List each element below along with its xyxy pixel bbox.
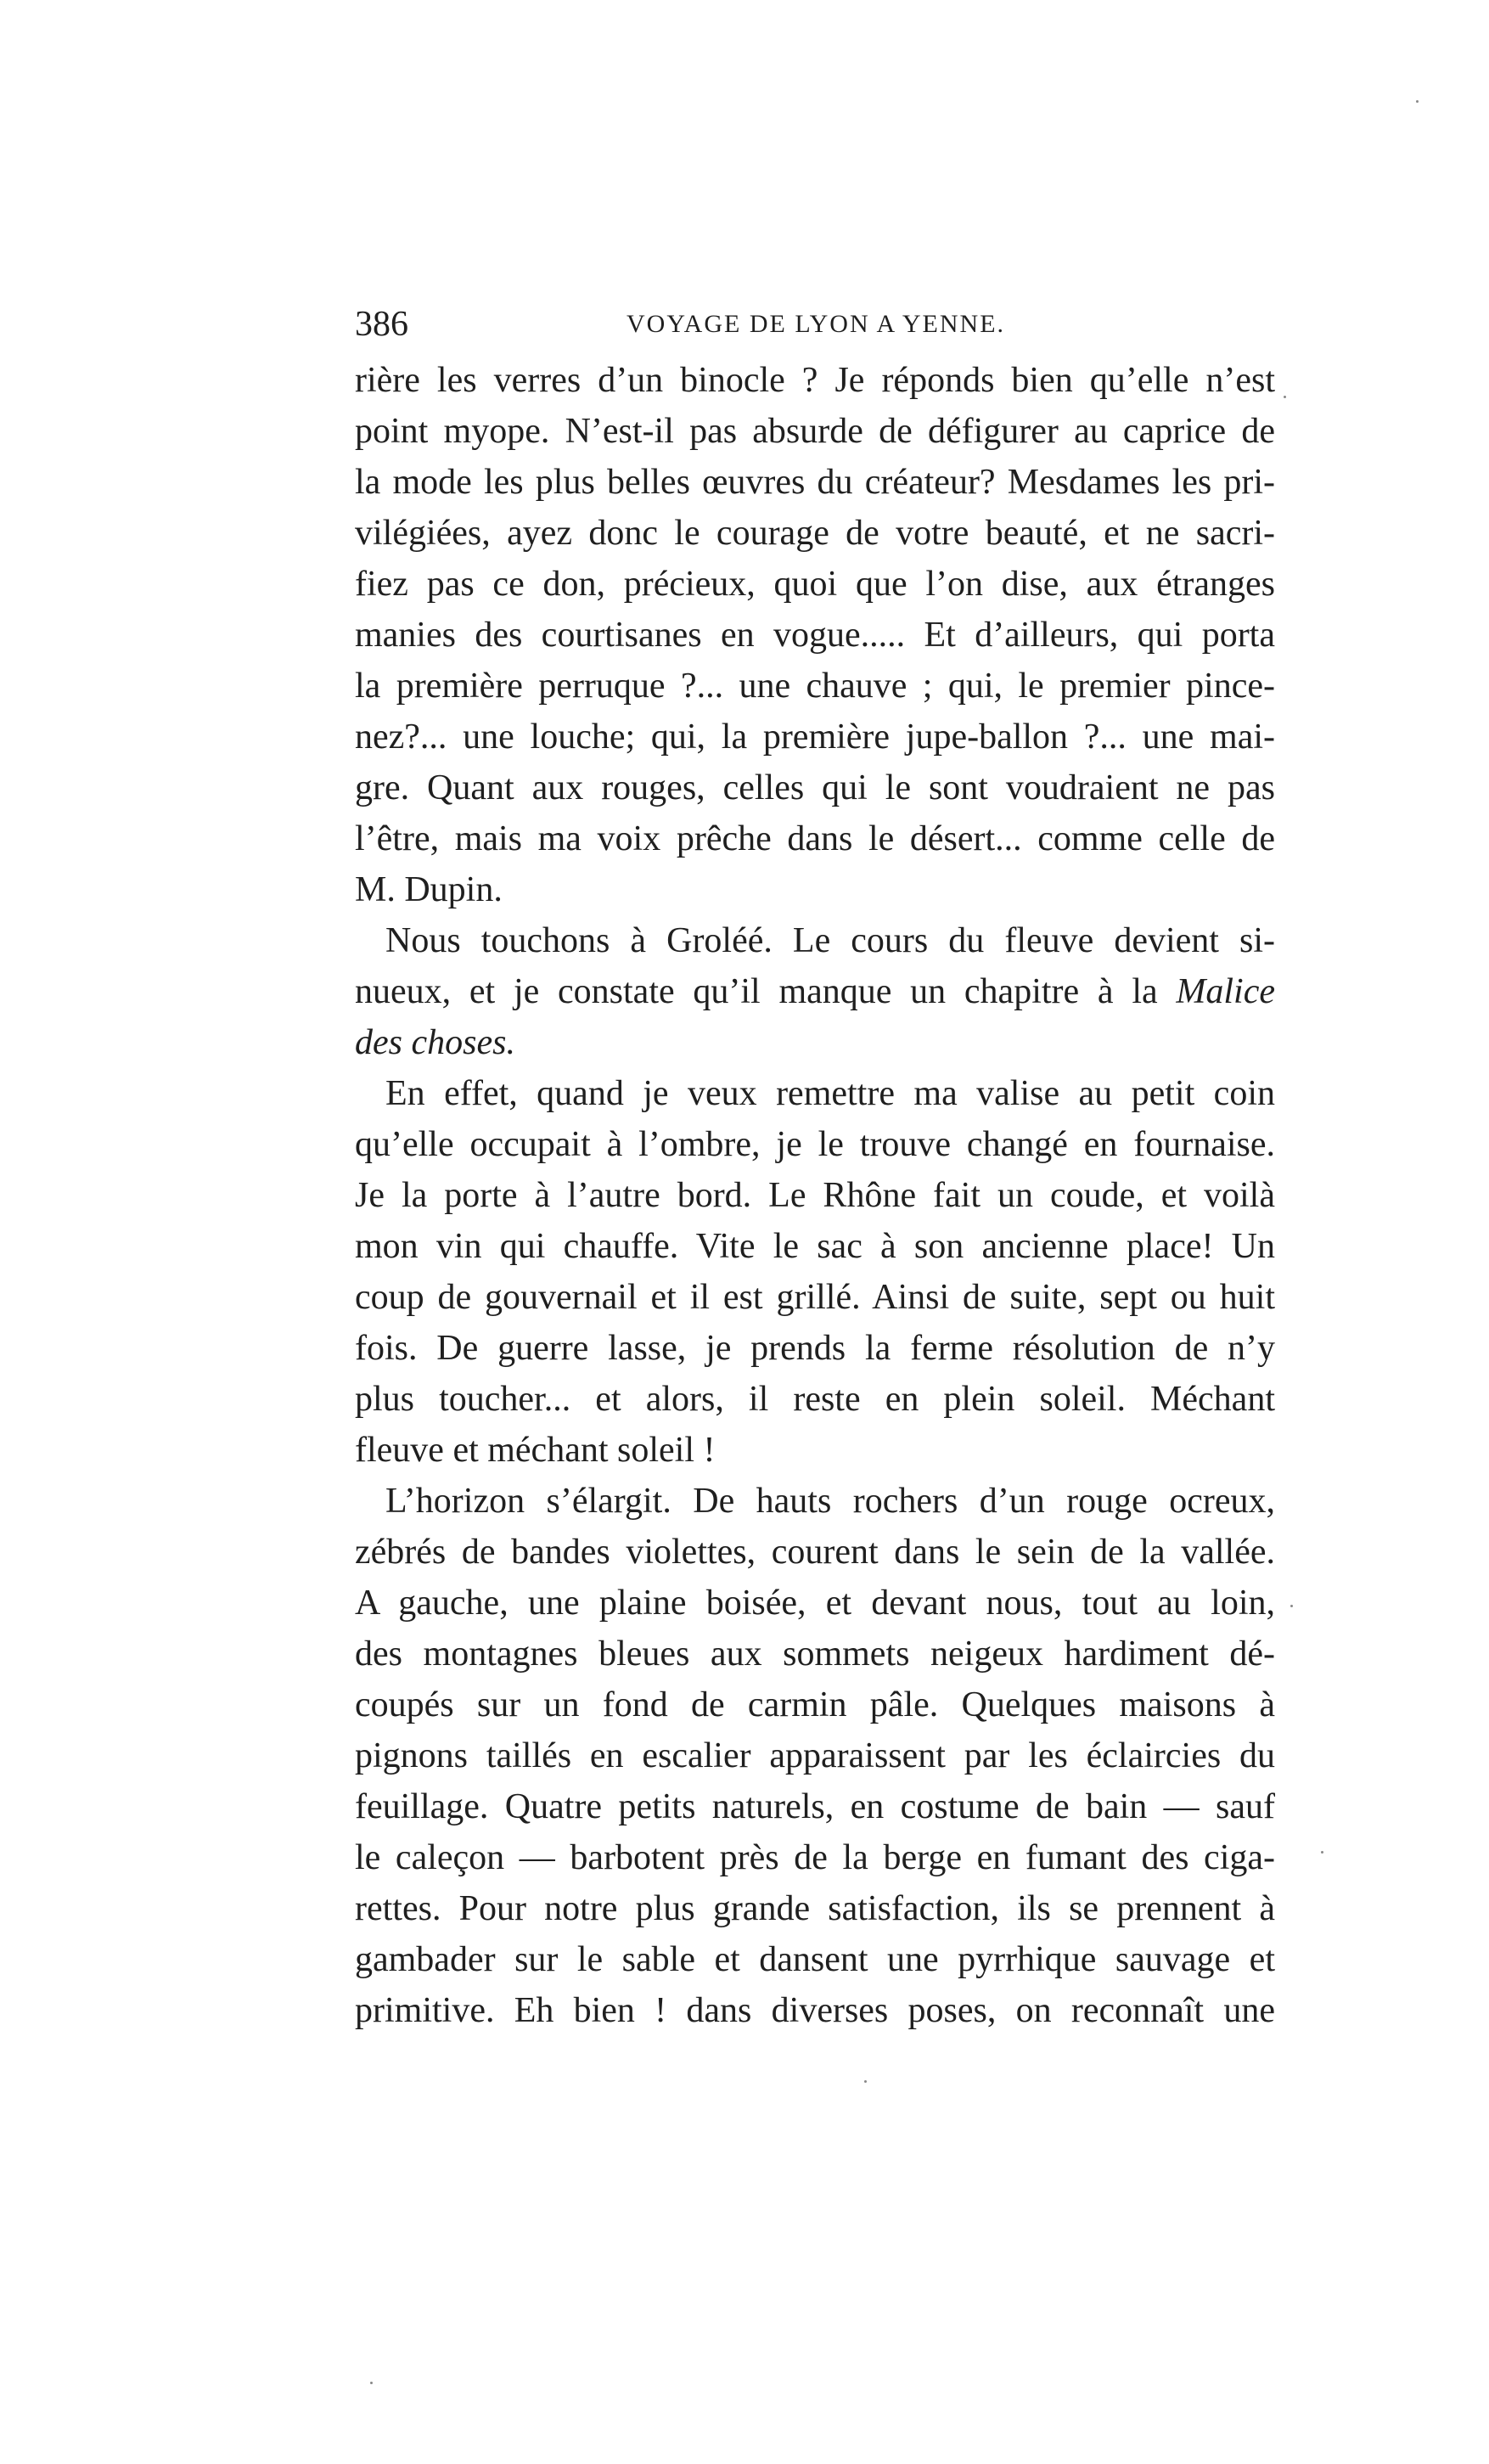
text-line: gambader sur le sable et dansent une pyrrhique sauvage et (355, 1940, 1275, 1979)
text-line: fiez pas ce don, précieux, quoi que l’on dise, aux étranges (355, 565, 1275, 604)
text-line: le caleçon — barbotent près de la berge en fumant des ciga- (355, 1838, 1275, 1877)
scan-speck (370, 2382, 373, 2384)
page-header (355, 299, 1275, 350)
italic-word: Malice (1176, 972, 1276, 1011)
text-fragment: nueux, et je constate qu’il manque un chapitre à la (355, 972, 1158, 1011)
scan-speck (1416, 100, 1419, 103)
text-line: Je la porte à l’autre bord. Le Rhône fait un coude, et voilà (355, 1176, 1275, 1215)
text-line: coup de gouvernail et il est grillé. Ainsi de suite, sept ou huit (355, 1278, 1275, 1317)
text-line: la première perruque ?... une chauve ; qui, le premier pince- (355, 667, 1275, 706)
text-line: fois. De guerre lasse, je prends la ferme résolution de n’y (355, 1329, 1275, 1368)
running-title: VOYAGE DE LYON A YENNE. (627, 310, 1006, 338)
text-line: coupés sur un fond de carmin pâle. Quelques maisons à (355, 1685, 1275, 1724)
scan-speck (1290, 1605, 1293, 1607)
text-line: A gauche, une plaine boisée, et devant nous, tout au loin, (355, 1584, 1275, 1623)
text-line: rettes. Pour notre plus grande satisfaction, ils se prennent à (355, 1889, 1275, 1928)
text-line: point myope. N’est-il pas absurde de défigurer au caprice de (355, 412, 1275, 451)
text-line: Nous touchons à Groléé. Le cours du fleuve devient si- (385, 921, 1275, 960)
text-line: plus toucher... et alors, il reste en plein soleil. Méchant (355, 1380, 1275, 1419)
text-line: fleuve et méchant soleil ! (355, 1431, 716, 1470)
text-line: qu’elle occupait à l’ombre, je le trouve changé en fournaise. (355, 1125, 1275, 1164)
text-line (355, 966, 1275, 1017)
text-line: la mode les plus belles œuvres du créateur? Mesdames les pri- (355, 463, 1275, 502)
text-line: mon vin qui chauffe. Vite le sac à son ancienne place! Un (355, 1227, 1275, 1266)
text-line: manies des courtisanes en vogue..... Et d’ailleurs, qui porta (355, 616, 1275, 655)
text-line: l’être, mais ma voix prêche dans le désert... comme celle de (355, 819, 1275, 858)
text-line: pignons taillés en escalier apparaissent par les éclaircies du (355, 1736, 1275, 1775)
scan-speck (1321, 1851, 1323, 1854)
text-line: zébrés de bandes violettes, courent dans le sein de la vallée. (355, 1533, 1275, 1572)
text-line: des montagnes bleues aux sommets neigeux hardiment dé- (355, 1634, 1275, 1674)
page-number: 386 (355, 305, 408, 344)
text-line: L’horizon s’élargit. De hauts rochers d’un rouge ocreux, (385, 1482, 1275, 1521)
text-line: gre. Quant aux rouges, celles qui le sont voudraient ne pas (355, 768, 1275, 807)
scan-speck (864, 2080, 867, 2083)
scan-speck (1284, 396, 1286, 398)
text-line: vilégiées, ayez donc le courage de votre beauté, et ne sacri- (355, 514, 1275, 553)
text-line: M. Dupin. (355, 870, 503, 909)
body-text (355, 355, 1275, 2036)
text-line: nez?... une louche; qui, la première jupe-ballon ?... une mai- (355, 717, 1275, 757)
text-line: primitive. Eh bien ! dans diverses poses, on reconnaît une (355, 1991, 1275, 2030)
text-line: feuillage. Quatre petits naturels, en costume de bain — sauf (355, 1787, 1275, 1826)
text-line: rière les verres d’un binocle ? Je réponds bien qu’elle n’est (355, 361, 1275, 400)
text-line: En effet, quand je veux remettre ma valise au petit coin (385, 1074, 1275, 1113)
text-line: des choses. (355, 1023, 515, 1062)
